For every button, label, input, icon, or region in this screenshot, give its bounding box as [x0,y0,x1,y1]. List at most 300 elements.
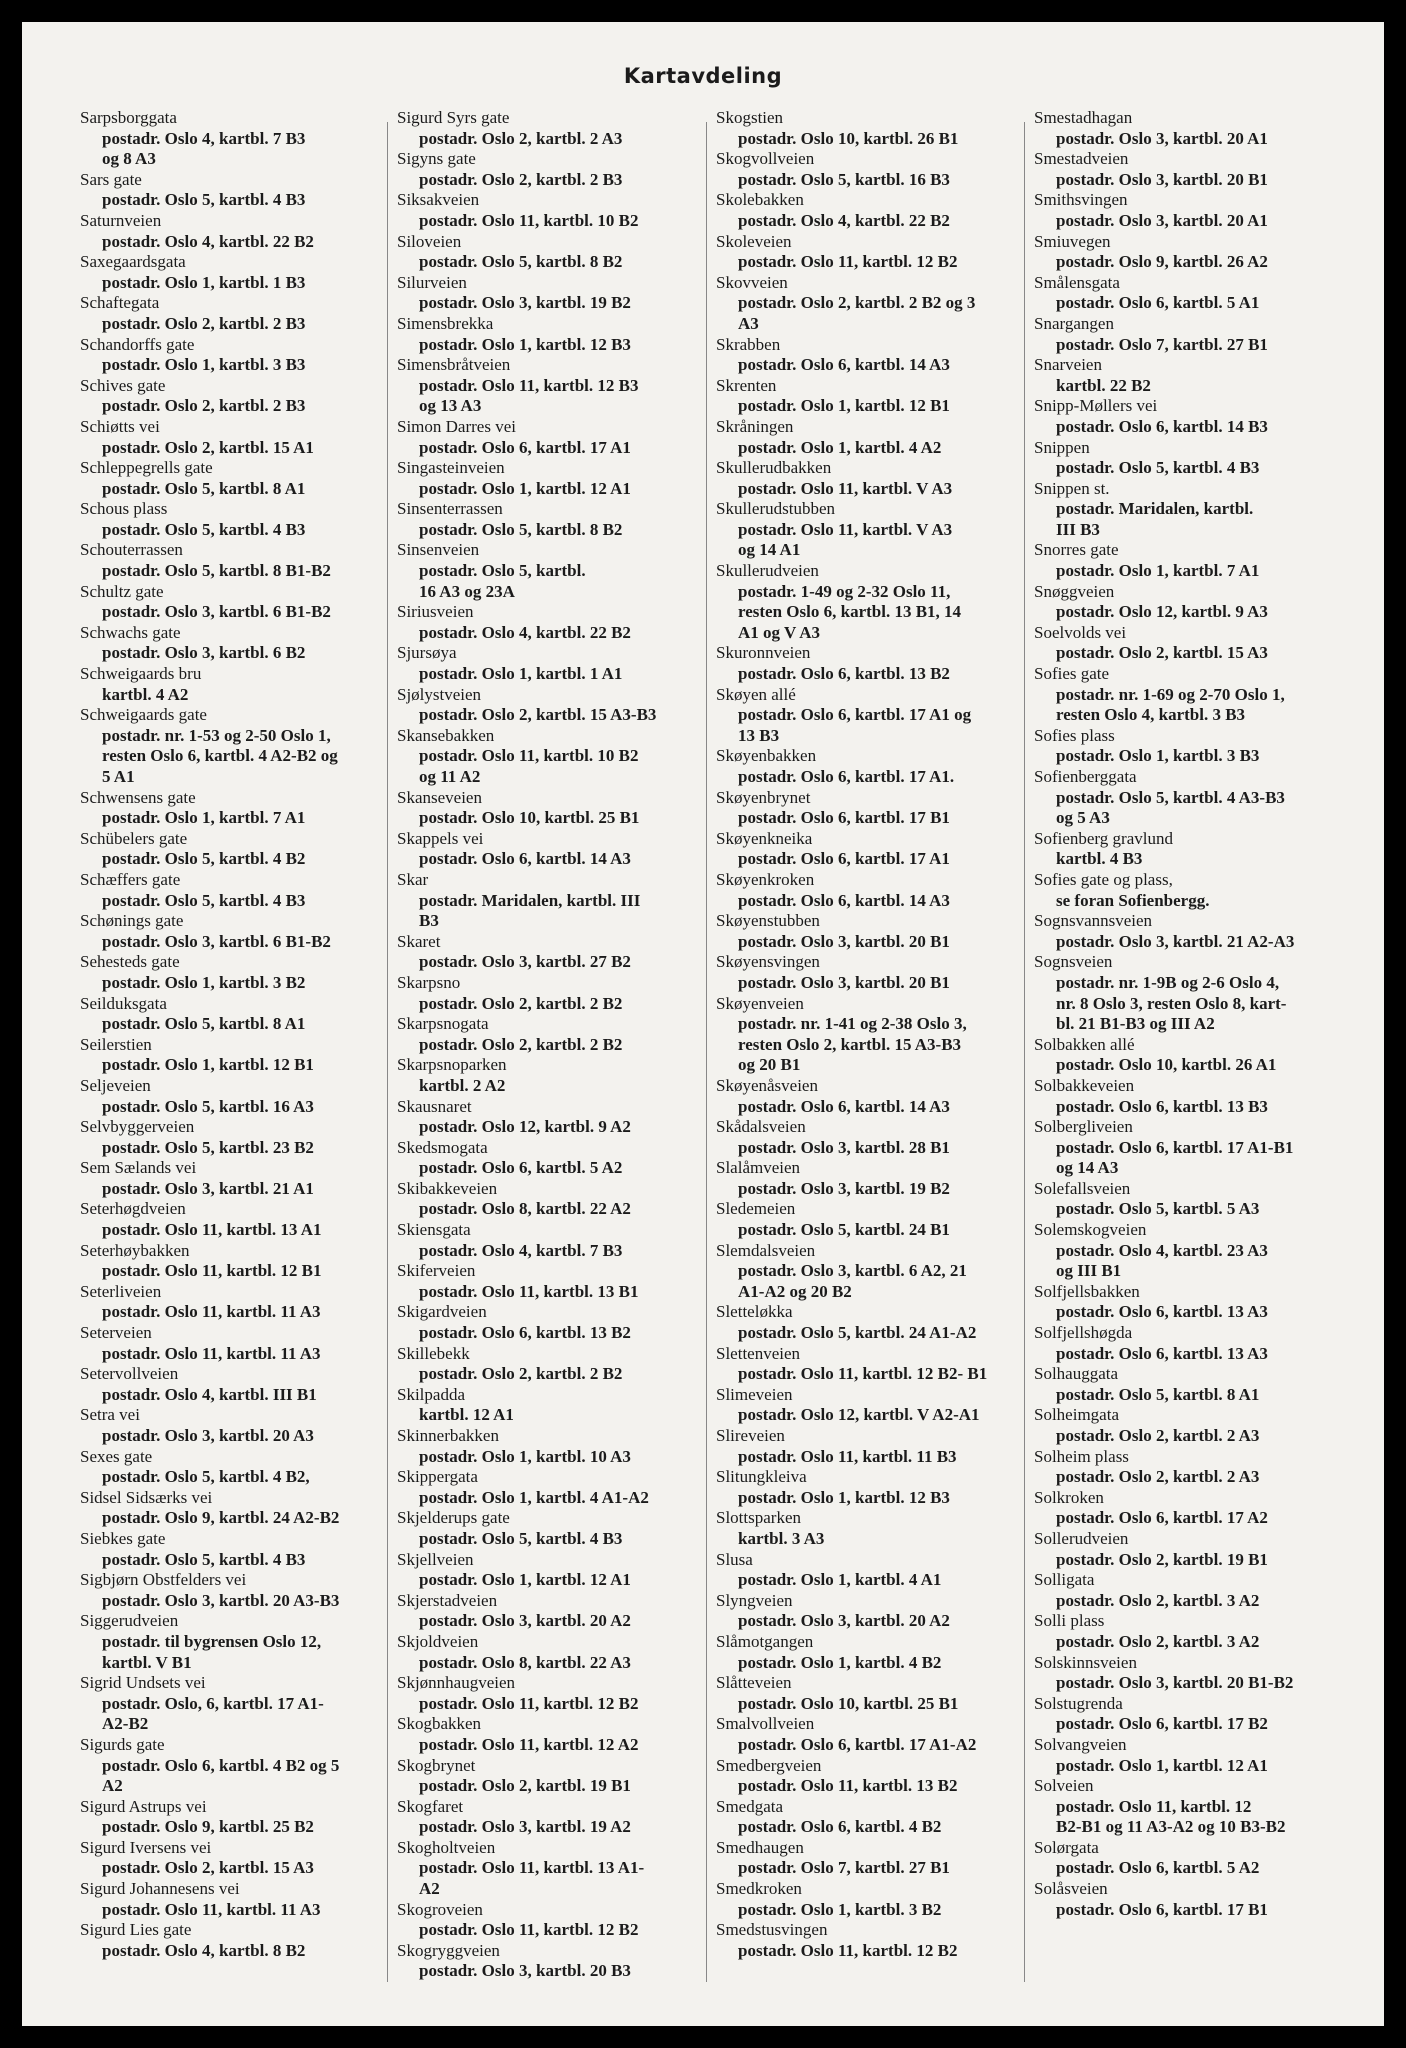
street-name: Seilduksgata [80,993,167,1013]
street-postal-detail: postadr. Oslo 6, kartbl. 13 B3 [1056,1096,1268,1116]
street-entry [1034,1776,1336,1838]
street-name: Snøggveien [1034,581,1115,601]
street-postal-detail: kartbl. 4 A2 [102,684,189,704]
street-postal-detail: postadr. nr. 1-41 og 2-38 Oslo 3, resten Oslo 2, kartbl. 15 A3-B3 og 20 B1 [738,1014,967,1075]
street-entry [397,1014,699,1055]
street-entry [397,458,699,499]
street-name: Skolebakken [716,190,804,210]
street-name: Solbakken allé [1034,1034,1135,1054]
street-postal-detail: postadr. Oslo 11, kartbl. 12 A2 [419,1734,639,1754]
street-postal-detail: postadr. Oslo, 6, kartbl. 17 A1- A2-B2 [102,1693,324,1734]
street-postal-detail: postadr. Oslo 5, kartbl. 4 B3 [102,890,306,910]
street-name: Siksakveien [397,190,480,210]
street-entry [716,1920,1018,1961]
street-entry [1034,1611,1336,1652]
street-postal-detail: postadr. Oslo 11, kartbl. 11 B3 [738,1446,957,1466]
street-postal-detail: kartbl. 12 A1 [419,1405,514,1425]
street-postal-detail: postadr. Oslo 2, kartbl. 2 A3 [419,128,623,148]
street-name: Skanseveien [397,787,482,807]
street-postal-detail: postadr. Oslo 6, kartbl. 17 A1 og 13 B3 [738,705,972,745]
street-name: Slåtteveien [716,1673,792,1693]
street-entry [80,1529,382,1570]
street-entry [80,335,382,376]
street-name: Solemskogveien [1034,1220,1147,1240]
street-postal-detail: postadr. Oslo 4, kartbl. 7 B3 [419,1240,623,1260]
street-name: Snipp-Møllers vei [1034,396,1158,416]
street-name: Skogvollveien [716,149,815,169]
street-entry [1034,273,1336,314]
street-entry [80,1611,382,1673]
street-postal-detail: postadr. Oslo 1, kartbl. 3 B2 [738,1899,942,1919]
street-postal-detail: postadr. til bygrensen Oslo 12, kartbl. V B1 [102,1631,322,1672]
street-postal-detail: postadr. Oslo 3, kartbl. 20 B3 [419,1961,631,1981]
street-name: Snippen [1034,437,1090,457]
street-name: Schübelers gate [80,828,188,848]
street-entry [716,1467,1018,1508]
street-entry [1034,1838,1336,1879]
street-entry [716,685,1018,747]
street-postal-detail: postadr. Oslo 5, kartbl. 4 B3 [419,1528,623,1548]
street-entry [80,1920,382,1961]
street-postal-detail: postadr. Oslo 5, kartbl. 5 A3 [1056,1199,1260,1219]
street-postal-detail: postadr. Oslo 3, kartbl. 20 B1 [738,972,950,992]
street-name: Smedgata [716,1796,784,1816]
street-entry [1034,479,1336,541]
street-name: Skinnerbakken [397,1426,499,1445]
street-name: Sidsel Sidsærks vei [80,1487,213,1507]
street-name: Sollerudveien [1034,1528,1129,1548]
street-entry [397,1550,699,1591]
street-entry [716,1426,1018,1467]
street-entry [80,1158,382,1199]
street-postal-detail: postadr. Oslo 2, kartbl. 2 A3 [1056,1426,1260,1445]
street-entry [716,746,1018,787]
street-entry [397,788,699,829]
street-entry [716,1838,1018,1879]
street-entry [397,973,699,1014]
street-entry [397,314,699,355]
street-name: Siggerudveien [80,1611,179,1631]
street-entry [80,582,382,623]
street-postal-detail: postadr. Oslo 11, kartbl. 13 B1 [419,1281,639,1301]
street-name: Sigbjørn Obstfelders vei [80,1570,247,1590]
street-entry [397,108,699,149]
street-entry [397,1673,699,1714]
street-postal-detail: postadr. Oslo 11, kartbl. 12 B1 [102,1261,322,1281]
street-name: Skovveien [716,272,788,292]
street-postal-detail: postadr. Oslo 5, kartbl. 4 B3 [1056,458,1260,478]
street-name: Slireveien [716,1426,785,1445]
street-name: Skoleveien [716,231,792,251]
street-entry [1034,870,1336,911]
street-postal-detail: postadr. Oslo 6, kartbl. 5 A2 [1056,1858,1260,1878]
street-entry [80,788,382,829]
street-postal-detail: postadr. Oslo 6, kartbl. 13 B2 [419,1323,631,1343]
street-name: Schweigaards bru [80,664,202,684]
street-name: Skogbakken [397,1714,482,1734]
street-entry [80,499,382,540]
street-postal-detail: postadr. Maridalen, kartbl. III B3 [419,890,641,931]
street-name: Sofies gate [1034,664,1110,684]
street-entry [397,643,699,684]
street-name: Solfjellsbakken [1034,1281,1140,1301]
street-postal-detail: postadr. Oslo 6, kartbl. 14 A3 [419,849,631,869]
street-name: Seterveien [80,1323,152,1343]
street-name: Solskinnsveien [1034,1652,1137,1672]
street-entry [80,1405,382,1446]
street-postal-detail: postadr. Oslo 1, kartbl. 12 B3 [738,1487,950,1507]
street-name: Sinsenterrassen [397,499,503,519]
street-postal-detail: postadr. Oslo 1, kartbl. 12 A1 [1056,1755,1268,1775]
street-postal-detail: postadr. Oslo 3, kartbl. 6 B2 [102,643,306,663]
street-postal-detail: postadr. Oslo 3, kartbl. 19 B2 [419,293,631,313]
street-entry [716,149,1018,190]
street-name: Schwachs gate [80,622,181,642]
street-postal-detail: postadr. Oslo 6, kartbl. 17 A1 [419,437,631,457]
street-entry [80,911,382,952]
street-name: Saturnveien [80,210,162,230]
street-entry [716,335,1018,376]
street-entry [80,1117,382,1158]
street-postal-detail: postadr. Oslo 3, kartbl. 21 A1 [102,1178,314,1198]
street-name: Sarpsborggata [80,108,177,127]
street-entry [397,1179,699,1220]
street-name: Smestadhagan [1034,108,1133,127]
street-name: Skullerudstubben [716,499,835,519]
street-entry [397,829,699,870]
street-postal-detail: postadr. Oslo 5, kartbl. 24 B1 [738,1220,950,1240]
index-column-4 [1034,108,1336,1920]
street-postal-detail: postadr. Oslo 1, kartbl. 3 B2 [102,972,306,992]
street-postal-detail: se foran Sofienbergg. [1056,890,1210,910]
street-postal-detail: postadr. Oslo 4, kartbl. III B1 [102,1384,317,1404]
street-name: Skjelderups gate [397,1508,510,1528]
street-postal-detail: postadr. Oslo 10, kartbl. 25 B1 [419,808,640,828]
street-postal-detail: postadr. Oslo 2, kartbl. 15 A1 [102,437,314,457]
street-postal-detail: postadr. Oslo 6, kartbl. 4 B2 [738,1817,942,1837]
street-name: Schouterrassen [80,540,183,560]
street-postal-detail: postadr. Oslo 3, kartbl. 20 A3-B3 [102,1590,340,1610]
street-postal-detail: postadr. Oslo 6, kartbl. 17 A1 [738,849,950,869]
street-postal-detail: postadr. Oslo 6, kartbl. 17 A1. [738,767,955,786]
street-name: Solligata [1034,1570,1095,1590]
street-name: Skiensgata [397,1220,471,1240]
street-entry [1034,952,1336,1034]
street-name: Seterhøgdveien [80,1199,186,1219]
street-postal-detail: postadr. Oslo 5, kartbl. 4 B3 [102,190,306,210]
street-postal-detail: postadr. Oslo 3, kartbl. 19 B2 [738,1178,950,1198]
street-name: Schønings gate [80,911,184,931]
street-entry [80,664,382,705]
street-postal-detail: postadr. Oslo 6, kartbl. 5 A2 [419,1158,623,1178]
street-entry [397,602,699,643]
street-name: Skogroveien [397,1899,483,1919]
street-entry [1034,1694,1336,1735]
street-postal-detail: kartbl. 2 A2 [419,1075,506,1095]
street-postal-detail: postadr. Oslo 2, kartbl. 2 B3 [102,313,306,333]
street-entry [716,829,1018,870]
street-entry [1034,1220,1336,1282]
street-name: Skansebakken [397,725,495,745]
street-entry [1034,1405,1336,1446]
street-name: Smedbergveien [716,1755,822,1775]
street-entry [1034,911,1336,952]
street-postal-detail: postadr. Oslo 11, kartbl. V A3 [738,478,953,498]
street-name: Schiøtts vei [80,416,160,436]
street-name: Slitungkleiva [716,1467,807,1487]
street-name: Skogholtveien [397,1837,496,1857]
street-name: Skullerudbakken [716,458,832,478]
street-name: Skogstien [716,108,784,127]
street-postal-detail: kartbl. 4 B3 [1056,849,1143,869]
street-name: Slalåmveien [716,1158,801,1178]
street-postal-detail: postadr. Oslo 2, kartbl. 3 A2 [1056,1590,1260,1610]
street-postal-detail: postadr. Oslo 6, kartbl. 17 A1-A2 [738,1734,977,1754]
street-entry [397,932,699,973]
street-entry [1034,1570,1336,1611]
street-entry [80,1447,382,1488]
street-name: Seljeveien [80,1075,151,1095]
street-postal-detail: postadr. Oslo 11, kartbl. V A3 og 14 A1 [738,519,953,560]
street-name: Solfjellshøgda [1034,1323,1133,1343]
street-name: Sofies gate og plass, [1034,869,1173,889]
street-postal-detail: postadr. Oslo 11, kartbl. 12 B2 [738,1940,958,1960]
street-entry [80,1364,382,1405]
street-postal-detail: postadr. Oslo 1, kartbl. 4 A2 [738,437,942,457]
street-postal-detail: postadr. Oslo 6, kartbl. 17 B2 [1056,1714,1268,1734]
street-postal-detail: postadr. Oslo 3, kartbl. 21 A2-A3 [1056,931,1295,951]
street-entry [397,1591,699,1632]
street-entry [1034,1179,1336,1220]
street-entry [716,232,1018,273]
street-name: Sognsvannsveien [1034,911,1153,931]
street-postal-detail: postadr. Oslo 8, kartbl. 22 A2 [419,1199,631,1219]
street-entry [1034,767,1336,829]
street-postal-detail: postadr. Oslo 10, kartbl. 25 B1 [738,1693,959,1713]
street-postal-detail: postadr. Oslo 3, kartbl. 19 A2 [419,1817,631,1837]
street-name: Skillebekk [397,1343,470,1363]
street-entry [1034,355,1336,396]
street-entry [80,870,382,911]
street-name: Slyngveien [716,1590,793,1610]
street-name: Skausnaret [397,1096,472,1116]
street-name: Slemdalsveien [716,1240,816,1260]
street-entry [80,1570,382,1611]
street-name: Slettenveien [716,1343,801,1363]
street-name: Simensbråtveien [397,355,511,375]
street-postal-detail: postadr. Oslo 2, kartbl. 15 A3 [102,1858,314,1878]
street-entry [716,1302,1018,1343]
street-name: Sigurd Lies gate [80,1920,192,1940]
street-postal-detail: postadr. Oslo 2, kartbl. 2 B2 [419,1034,623,1054]
street-entry [397,417,699,458]
street-name: Singasteinveien [397,458,505,478]
street-postal-detail: postadr. Oslo 11, kartbl. 10 B2 og 11 A2 [419,746,639,786]
street-name: Sognsveien [1034,952,1113,972]
street-postal-detail: postadr. Oslo 6, kartbl. 13 A3 [1056,1343,1268,1363]
index-column-1 [80,108,382,1961]
street-entry [397,540,699,602]
street-name: Solli plass [1034,1611,1105,1631]
street-name: Solveien [1034,1776,1094,1796]
street-name: Skappels vei [397,828,484,848]
street-name: Simensbrekka [397,313,494,333]
street-entry [716,788,1018,829]
street-entry [80,1076,382,1117]
street-name: Skråningen [716,416,794,436]
street-postal-detail: postadr. Oslo 1, kartbl. 12 A1 [419,1570,631,1590]
street-entry [397,1385,699,1426]
street-entry [1034,149,1336,190]
street-name: Schweigaards gate [80,705,207,725]
street-entry [397,1508,699,1549]
street-postal-detail: postadr. Oslo 9, kartbl. 24 A2-B2 [102,1508,340,1528]
street-postal-detail: postadr. Oslo 11, kartbl. 13 A1 [102,1220,322,1240]
street-entry [1034,1323,1336,1364]
street-name: Solkroken [1034,1487,1104,1507]
street-postal-detail: postadr. Oslo 12, kartbl. 9 A2 [419,1117,631,1137]
street-postal-detail: postadr. Oslo 1, kartbl. 7 A1 [1056,561,1260,581]
street-entry [716,1241,1018,1303]
street-entry [80,1035,382,1076]
street-postal-detail: postadr. nr. 1-9B og 2-6 Oslo 4, nr. 8 Oslo 3, resten Oslo 8, kart- bl. 21 B1-B3 og III A2 [1056,972,1287,1034]
street-name: Skogryggveien [397,1940,500,1960]
street-name: Smedkroken [716,1879,802,1899]
street-postal-detail: kartbl. 22 B2 [1056,375,1151,395]
street-entry [80,994,382,1035]
street-name: Silurveien [397,272,467,292]
street-postal-detail: postadr. Oslo 4, kartbl. 7 B3 og 8 A3 [102,128,306,169]
street-postal-detail: postadr. Oslo 3, kartbl. 6 A2, 21 A1-A2 og 20 B2 [738,1261,967,1301]
street-postal-detail: postadr. Oslo 5, kartbl. 4 B3 [102,1549,306,1569]
street-name: Solheimgata [1034,1405,1119,1425]
street-name: Seterhøybakken [80,1240,190,1260]
street-name: Sexes gate [80,1446,153,1466]
street-name: Solstugrenda [1034,1693,1123,1713]
street-postal-detail: postadr. Oslo 5, kartbl. 16 A3 [102,1096,314,1116]
street-entry [397,1055,699,1096]
street-entry [80,705,382,787]
street-entry [1034,540,1336,581]
street-postal-detail: postadr. Oslo 11, kartbl. 11 A3 [102,1302,321,1322]
street-postal-detail: postadr. Oslo 3, kartbl. 20 A2 [738,1611,950,1631]
street-postal-detail: postadr. Oslo 2, kartbl. 2 A3 [1056,1467,1260,1487]
street-postal-detail: postadr. Oslo 11, kartbl. 12 B3 og 13 A3 [419,375,639,416]
street-postal-detail: postadr. Oslo 2, kartbl. 2 B3 [419,169,623,189]
street-postal-detail: postadr. Oslo 6, kartbl. 14 A3 [738,1096,950,1116]
street-entry [80,252,382,293]
street-entry [397,1097,699,1138]
street-name: Siriusveien [397,602,474,622]
street-name: Smålensgata [1034,272,1120,292]
street-name: Smedhaugen [716,1837,804,1857]
street-postal-detail: postadr. Oslo 1, kartbl. 1 B3 [102,272,306,292]
street-name: Sigurd Syrs gate [397,108,510,127]
street-name: Snarveien [1034,355,1102,375]
street-entry [80,108,382,170]
street-postal-detail: postadr. Oslo 5, kartbl. 8 B1-B2 [102,561,331,581]
street-postal-detail: postadr. Oslo 8, kartbl. 22 A3 [419,1652,631,1672]
street-name: Sofies plass [1034,725,1115,745]
street-name: Schives gate [80,375,166,395]
street-entry [716,994,1018,1076]
street-postal-detail: postadr. Oslo 11, kartbl. 12 B2-B1 og 11 A3-A2 og 10 B3-B2 [1056,1796,1286,1837]
street-name: Skøyenbakken [716,746,817,766]
column-divider [706,122,707,1982]
street-entry [716,1385,1018,1426]
street-entry [716,561,1018,643]
street-name: Skøyenåsveien [716,1075,818,1095]
street-entry [80,1673,382,1735]
street-postal-detail: postadr. Oslo 5, kartbl. 24 A1-A2 [738,1323,977,1343]
street-entry [1034,1488,1336,1529]
street-postal-detail: postadr. Oslo 3, kartbl. 20 B1 [1056,169,1268,189]
street-postal-detail: postadr. Oslo 3, kartbl. 20 A3 [102,1426,314,1445]
street-entry [397,1756,699,1797]
street-entry [1034,1529,1336,1570]
street-postal-detail: postadr. Oslo 6, kartbl. 13 A3 [1056,1302,1268,1322]
street-postal-detail: postadr. Oslo 6, kartbl. 5 A1 [1056,293,1260,313]
street-name: Schultz gate [80,581,164,601]
street-postal-detail: postadr. Oslo 6, kartbl. 14 A3 [738,890,950,910]
street-name: Sigyns gate [397,149,476,169]
street-entry [1034,1035,1336,1076]
street-name: Selvbyggerveien [80,1117,195,1137]
street-name: Sledemeien [716,1199,796,1219]
street-entry [716,1714,1018,1755]
street-name: Slottsparken [716,1508,801,1528]
street-postal-detail: postadr. Oslo 6, kartbl. 17 B1 [738,808,950,828]
street-name: Solhauggata [1034,1364,1119,1384]
street-entry [80,417,382,458]
street-name: Schous plass [80,499,168,519]
street-entry [1034,1447,1336,1488]
street-postal-detail: postadr. Oslo 2, kartbl. 19 B1 [419,1776,631,1796]
street-entry [716,1117,1018,1158]
street-entry [397,1838,699,1900]
street-name: Smiuvegen [1034,231,1111,251]
street-entry [1034,1282,1336,1323]
street-name: Skarpsnogata [397,1014,489,1034]
street-entry [1034,623,1336,664]
street-entry [716,1673,1018,1714]
street-postal-detail: postadr. Oslo 9, kartbl. 25 B2 [102,1817,314,1837]
street-postal-detail: postadr. Oslo 12, kartbl. 9 A3 [1056,602,1268,622]
street-entry [80,1838,382,1879]
street-entry [1034,396,1336,437]
street-entry [397,726,699,788]
street-entry [716,1756,1018,1797]
street-postal-detail: postadr. Oslo 11, kartbl. 10 B2 [419,210,639,230]
street-name: Skogfaret [397,1796,464,1816]
street-name: Skøyen allé [716,684,796,704]
street-name: Setra vei [80,1405,140,1425]
street-postal-detail: postadr. Oslo 6, kartbl. 14 B3 [1056,416,1268,436]
street-postal-detail: postadr. Maridalen, kartbl. III B3 [1056,499,1254,539]
street-entry [1034,1735,1336,1776]
street-entry [80,1735,382,1797]
street-entry [80,1282,382,1323]
street-postal-detail: postadr. Oslo 10, kartbl. 26 A1 [1056,1055,1277,1075]
street-name: Smalvollveien [716,1714,815,1734]
street-postal-detail: postadr. Oslo 6, kartbl. 17 A2 [1056,1508,1268,1528]
street-name: Sofienberggata [1034,767,1137,786]
street-name: Sem Sælands vei [80,1158,197,1178]
street-entry [80,1241,382,1282]
street-entry [716,1158,1018,1199]
street-postal-detail: postadr. Oslo 5, kartbl. 4 B3 [102,519,306,539]
street-postal-detail: postadr. 1-49 og 2-32 Oslo 11, resten Oslo 6, kartbl. 13 B1, 14 A1 og V A3 [738,581,962,642]
